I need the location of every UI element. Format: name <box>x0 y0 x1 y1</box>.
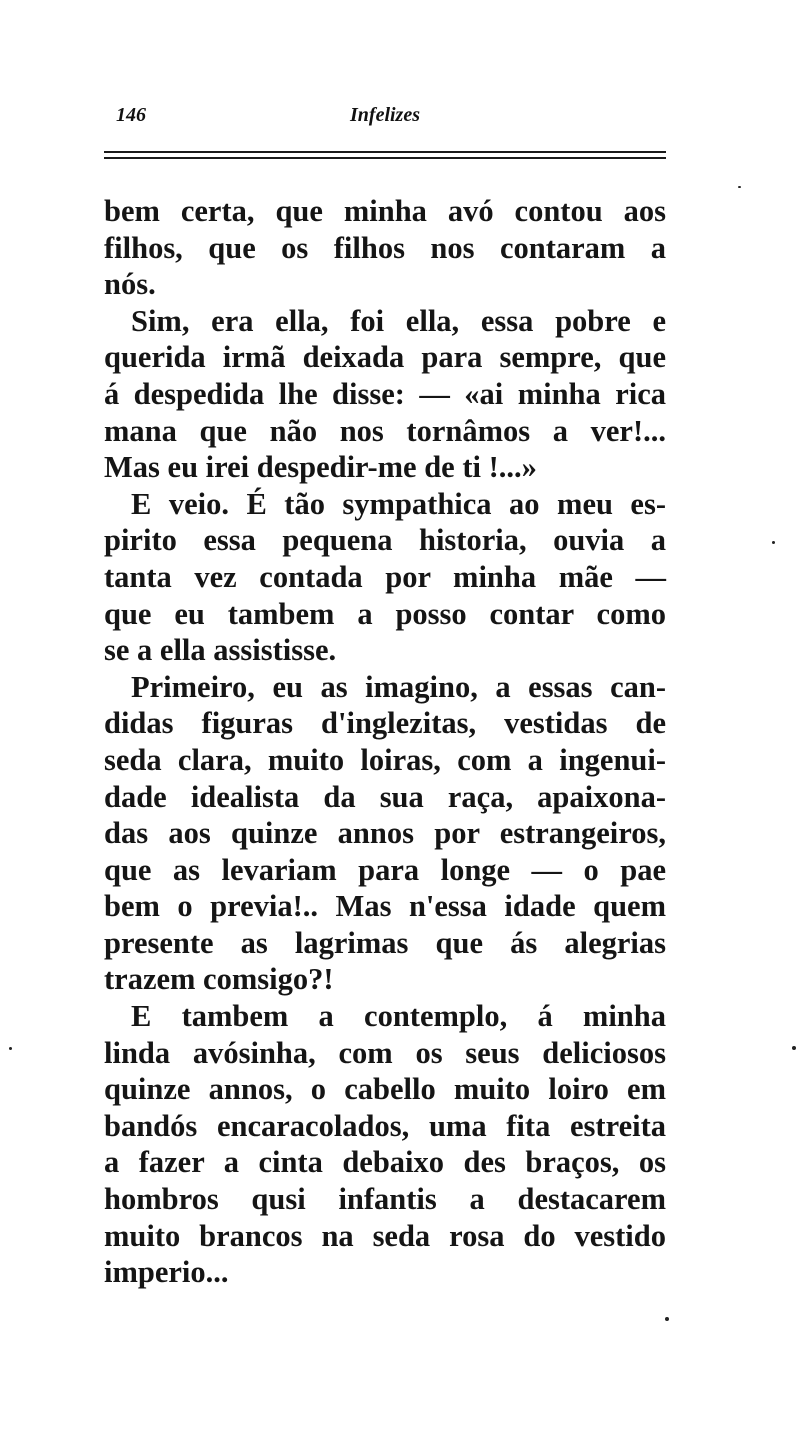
page-text <box>104 193 666 1291</box>
scan-speck <box>738 186 741 188</box>
page-header <box>104 104 666 134</box>
text-line: bandós encaracolados, uma fita estreita <box>104 1108 666 1143</box>
page-number: 146 <box>116 104 146 126</box>
text-line: das aos quinze annos por estrangeiros, <box>104 816 666 851</box>
text-line: didas figuras d'inglezitas, vestidas de <box>104 706 666 741</box>
text-line: quinze annos, o cabello muito loiro em <box>104 1072 666 1107</box>
text-line: se a ella assistisse. <box>104 633 337 668</box>
text-line: imperio... <box>104 1255 229 1290</box>
text-line: bem certa, que minha avó contou aos <box>104 194 666 228</box>
header-rule-top <box>104 151 666 153</box>
text-line: presente as lagrimas que ás alegrias <box>104 925 666 960</box>
text-line: trazem comsigo?! <box>104 962 334 997</box>
text-line: dade idealista da sua raça, apaixona- <box>104 779 666 814</box>
text-line: muito brancos na seda rosa do vestido <box>104 1218 666 1253</box>
text-line: bem o previa!.. Mas n'essa idade quem <box>104 889 666 924</box>
text-line: que as levariam para longe — o pae <box>104 852 666 887</box>
text-line: mana que não nos tornâmos a ver!... <box>104 413 666 448</box>
text-line: querida irmã deixada para sempre, que <box>104 340 666 375</box>
header-rule-bottom <box>104 157 666 159</box>
text-line: linda avósinha, com os seus deliciosos <box>104 1035 666 1070</box>
text-line: hombros qusi infantis a destacarem <box>104 1182 666 1217</box>
scan-speck <box>665 1317 669 1321</box>
scan-speck <box>9 1047 12 1050</box>
text-line: a fazer a cinta debaixo des braços, os <box>104 1145 666 1180</box>
text-line: Mas eu irei despedir-me de ti !...» <box>104 450 537 485</box>
text-line: pirito essa pequena historia, ouvia a <box>104 523 666 558</box>
text-line: E veio. É tão sympathica ao meu es- <box>131 486 666 521</box>
text-line: E tambem a contemplo, á minha <box>131 999 666 1034</box>
text-line: Primeiro, eu as imagino, a essas can- <box>131 669 666 704</box>
text-line: nós. <box>104 267 156 302</box>
text-line: que eu tambem a posso contar como <box>104 596 666 631</box>
running-title: Infelizes <box>350 104 420 126</box>
text-line: á despedida lhe disse: — «ai minha rica <box>104 376 666 411</box>
scan-speck <box>772 541 775 544</box>
text-line: seda clara, muito loiras, com a ingenui- <box>104 742 666 777</box>
text-line: filhos, que os filhos nos contaram a <box>104 230 666 265</box>
text-line: tanta vez contada por minha mãe — <box>104 559 666 594</box>
scan-speck <box>792 1046 796 1050</box>
text-line: Sim, era ella, foi ella, essa pobre e <box>131 303 666 338</box>
